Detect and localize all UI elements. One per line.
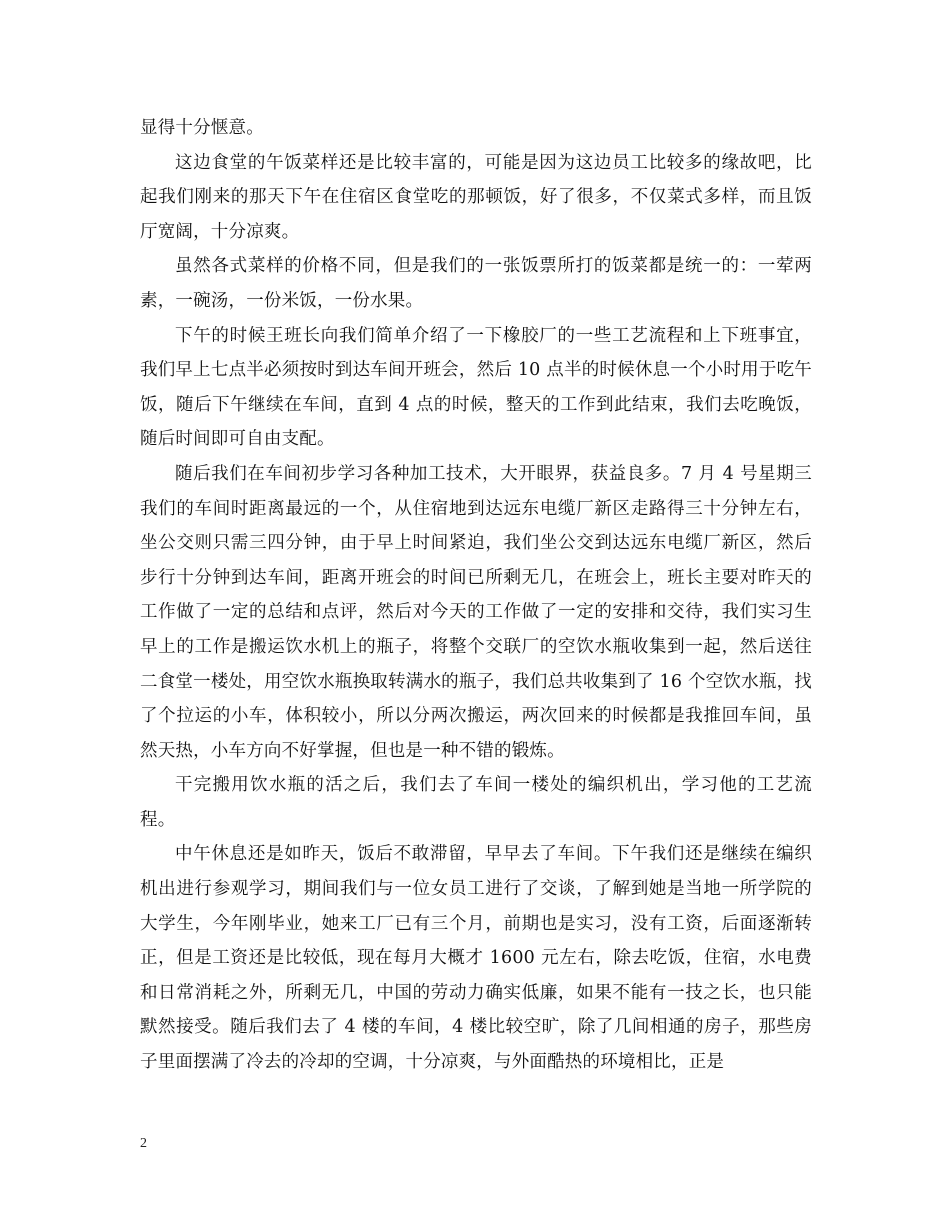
paragraph-5: 随后我们在车间初步学习各种加工技术，大开眼界，获益良多。7 月 4 号星期三我们的车间时距离最远的一个，从住宿地到达远东电缆厂新区走路得三十分钟左右，坐公交则只需三四分钟，由于早上时间紧迫，我们坐公交到达远东电缆厂新区，然后步行十分钟到达车间，距离开班会的时间已所剩无几，在班会上，班长主要对昨天的工作做了一定的总结和点评，然后对今天的工作做了一定的安排和交待，我们实习生早上的工作是搬运饮水机上的瓶子，将整个交联厂的空饮水瓶收集到一起，然后送往二食堂一楼处，用空饮水瓶换取转满水的瓶子，我们总共收集到了 16 个空饮水瓶，找了个拉运的小车，体积较小，所以分两次搬运，两次回来的时候都是我推回车间，虽然天热，小车方向不好掌握，但也是一种不错的锻炼。 [140, 463, 812, 761]
paragraph-1: 显得十分惬意。 [140, 118, 264, 138]
document-body [140, 111, 812, 1080]
paragraph-7: 中午休息还是如昨天，饭后不敢滞留，早早去了车间。下午我们还是继续在编织机出进行参观学习，期间我们与一位女员工进行了交谈，了解到她是当地一所学院的大学生，今年刚毕业，她来工厂已有三个月，前期也是实习，没有工资，后面逐渐转正，但是工资还是比较低，现在每月大概才 1600 元左右，除去吃饭，住宿，水电费和日常消耗之外，所剩无几，中国的劳动力确实低廉，如果不能有一技之长，也只能默然接受。随后我们去了 4 楼的车间，4 楼比较空旷，除了几间相通的房子，那些房子里面摆满了冷去的冷却的空调，十分凉爽，与外面酷热的环境相比，正是 [140, 844, 812, 1073]
paragraph-2: 这边食堂的午饭菜样还是比较丰富的，可能是因为这边员工比较多的缘故吧，比起我们刚来的那天下午在住宿区食堂吃的那顿饭，好了很多，不仅菜式多样，而且饭厅宽阔，十分凉爽。 [140, 152, 812, 242]
paragraph-4: 下午的时候王班长向我们简单介绍了一下橡胶厂的一些工艺流程和上下班事宜，我们早上七点半必须按时到达车间开班会，然后 10 点半的时候休息一个小时用于吃午饭，随后下午继续在车间，直到 4 点的时候，整天的工作到此结束，我们去吃晚饭，随后时间即可自由支配。 [140, 325, 812, 450]
paragraph-3: 虽然各式菜样的价格不同，但是我们的一张饭票所打的饭菜都是统一的：一荤两素，一碗汤，一份米饭，一份水果。 [140, 256, 812, 311]
page-number: 2 [140, 1136, 147, 1151]
paragraph-6: 干完搬用饮水瓶的活之后，我们去了车间一楼处的编织机出，学习他的工艺流程。 [140, 775, 812, 830]
